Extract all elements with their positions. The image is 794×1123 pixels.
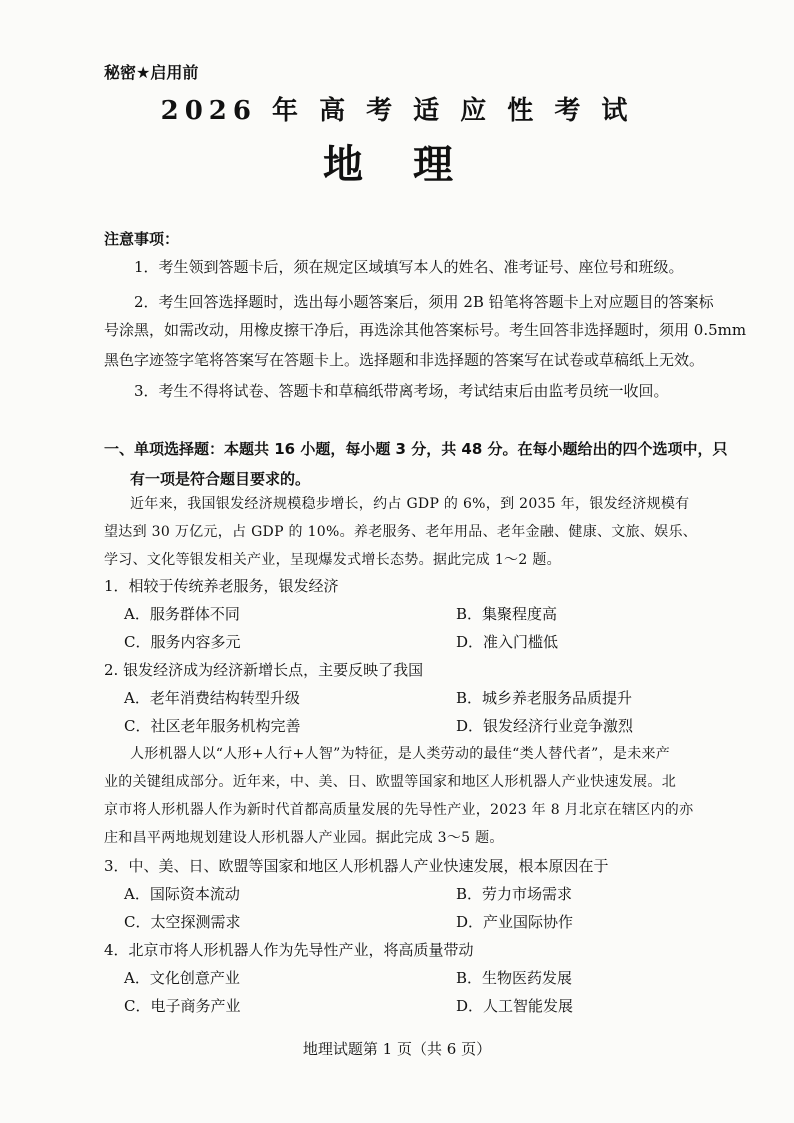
question-4-stem: 4．北京市将人形机器人作为先导性产业，将高质量带动 <box>104 941 474 959</box>
question-1-option-d: D．准入门槛低 <box>456 633 559 651</box>
notes-heading: 注意事项： <box>104 230 180 248</box>
passage-2-line-2: 业的关键组成部分。近年来，中、美、日、欧盟等国家和地区人形机器人产业快速发展。北 <box>104 774 676 790</box>
note-item-2-line-3: 黑色字迹签字笔将答案写在答题卡上。选择题和非选择题的答案写在试卷或草稿纸上无效。 <box>104 351 705 369</box>
question-2-option-c: C．社区老年服务机构完善 <box>124 717 301 735</box>
question-4-option-d: D．人工智能发展 <box>456 997 574 1015</box>
question-4-option-c: C．电子商务产业 <box>124 997 241 1015</box>
section-heading-line-1: 一、单项选择题：本题共 16 小题，每小题 3 分，共 48 分。在每小题给出的四个选项中，只 <box>104 440 728 458</box>
passage-1-line-2: 望达到 30 万亿元，占 GDP 的 10%。养老服务、老年用品、老年金融、健康、文旅、娱乐、 <box>104 524 698 540</box>
passage-1-line-3: 学习、文化等银发相关产业，呈现爆发式增长态势。据此完成 1～2 题。 <box>104 552 561 568</box>
question-2-option-d: D．银发经济行业竞争激烈 <box>456 717 634 735</box>
secret-label: 秘密★启用前 <box>104 63 199 82</box>
question-3-option-d: D．产业国际协作 <box>456 913 574 931</box>
note-item-1: 1．考生领到答题卡后，须在规定区域填写本人的姓名、准考证号、座位号和班级。 <box>134 258 684 276</box>
question-3-option-c: C．太空探测需求 <box>124 913 241 931</box>
question-4-option-a: A．文化创意产业 <box>124 969 240 987</box>
note-item-2-line-2: 号涂黑，如需改动，用橡皮擦干净后，再选涂其他答案标号。考生回答非选择题时，须用 0.5mm <box>104 321 747 339</box>
question-2-option-a: A．老年消费结构转型升级 <box>124 689 300 707</box>
passage-2-line-1: 人形机器人以“人形+人行+人智”为特征，是人类劳动的最佳“类人替代者”，是未来产 <box>130 746 671 762</box>
question-1-option-c: C．服务内容多元 <box>124 633 241 651</box>
question-3-stem: 3．中、美、日、欧盟等国家和地区人形机器人产业快速发展，根本原因在于 <box>104 857 609 875</box>
note-item-2-line-1: 2．考生回答选择题时，选出每小题答案后，须用 2B 铅笔将答题卡上对应题目的答案标 <box>134 293 714 311</box>
question-1-option-b: B．集聚程度高 <box>456 605 558 623</box>
question-3-option-b: B．劳力市场需求 <box>456 885 573 903</box>
passage-1-line-1: 近年来，我国银发经济规模稳步增长，约占 GDP 的 6%，到 2035 年，银发经济规模有 <box>130 496 690 512</box>
question-2-option-b: B．城乡养老服务品质提升 <box>456 689 633 707</box>
page-footer: 地理试题第 1 页（共 6 页） <box>302 1040 492 1058</box>
subject-title: 地 理 <box>323 142 471 188</box>
exam-title: 2026 年 高 考 适 应 性 考 试 <box>160 96 634 126</box>
section-heading <box>104 434 728 494</box>
passage-2-line-4: 庄和昌平两地规划建设人形机器人产业园。据此完成 3～5 题。 <box>104 830 504 846</box>
passage-2-line-3: 京市将人形机器人作为新时代首都高质量发展的先导性产业，2023 年 8 月北京在辖区内的亦 <box>104 802 694 818</box>
section-heading-line-2: 有一项是符合题目要求的。 <box>130 470 311 488</box>
question-3-option-a: A．国际资本流动 <box>124 885 240 903</box>
question-2-stem: 2. 银发经济成为经济新增长点，主要反映了我国 <box>104 661 424 679</box>
question-4-option-b: B．生物医药发展 <box>456 969 573 987</box>
question-1-stem: 1．相较于传统养老服务，银发经济 <box>104 577 339 595</box>
note-item-3: 3．考生不得将试卷、答题卡和草稿纸带离考场，考试结束后由监考员统一收回。 <box>134 382 669 400</box>
question-1-option-a: A．服务群体不同 <box>124 605 240 623</box>
